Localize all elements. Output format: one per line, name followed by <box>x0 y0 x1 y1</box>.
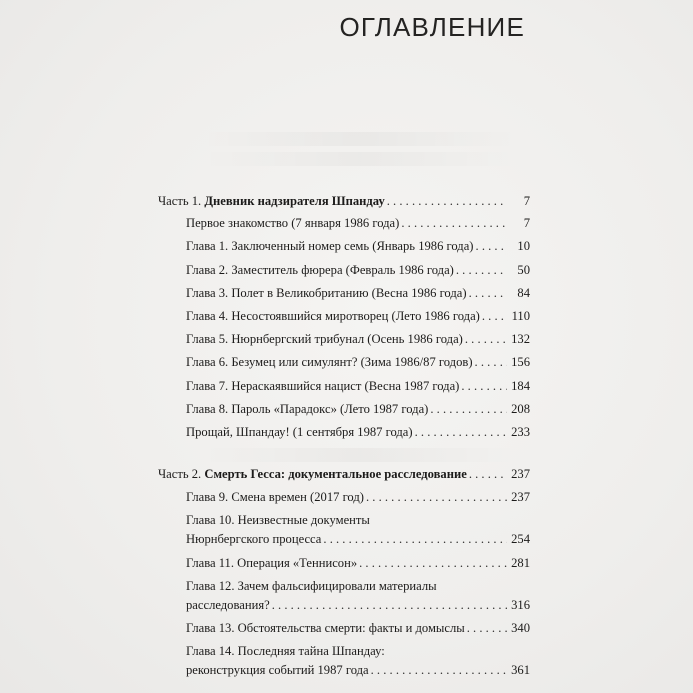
entry-first-line: Глава 14. Последняя тайна Шпандау: <box>186 644 385 658</box>
toc-entry[interactable] <box>186 662 530 678</box>
part-label: Часть 2. Смерть Гесса: документальное расследование <box>158 467 467 481</box>
leader-dots <box>366 489 507 505</box>
entry-label: расследования? <box>186 598 270 612</box>
page-number: 10 <box>517 239 530 253</box>
toc-entry[interactable] <box>186 331 530 347</box>
entry-label: Первое знакомство (7 января 1986 года) <box>186 216 400 230</box>
toc-part-1[interactable] <box>158 193 530 209</box>
part-label: Часть 1. Дневник надзирателя Шпандау <box>158 194 385 208</box>
toc-entry[interactable] <box>186 354 530 370</box>
page-number: 316 <box>511 598 530 612</box>
entry-label: Глава 4. Несостоявшийся миротворец (Лето 1986 года) <box>186 309 480 323</box>
page-number: 184 <box>511 379 530 393</box>
page-number: 110 <box>511 309 530 323</box>
leader-dots <box>476 238 507 254</box>
page-number: 237 <box>511 467 530 481</box>
toc-part-2[interactable] <box>158 466 530 482</box>
entry-label: реконструкция событий 1987 года <box>186 663 369 677</box>
entry-first-line: Глава 10. Неизвестные документы <box>186 513 370 527</box>
page-number: 340 <box>511 621 530 635</box>
page-number: 208 <box>511 402 530 416</box>
leader-dots <box>469 285 507 301</box>
leader-dots <box>456 262 507 278</box>
page-number: 84 <box>517 286 530 300</box>
leader-dots <box>482 308 507 324</box>
leader-dots <box>467 620 507 636</box>
page-number: 281 <box>511 556 530 570</box>
leader-dots <box>475 354 507 370</box>
entry-label: Глава 5. Нюрнбергский трибунал (Осень 1986 года) <box>186 332 463 346</box>
leader-dots <box>461 378 507 394</box>
leader-dots <box>430 401 507 417</box>
page-number: 361 <box>511 663 530 677</box>
toc-entry[interactable] <box>186 597 530 613</box>
leader-dots <box>272 597 507 613</box>
toc-entry[interactable] <box>186 238 530 254</box>
toc-entry[interactable] <box>186 285 530 301</box>
entry-label: Глава 6. Безумец или симулянт? (Зима 1986/87 годов) <box>186 355 473 369</box>
leader-dots <box>323 531 507 547</box>
toc-entry[interactable] <box>186 531 530 547</box>
toc-entry[interactable] <box>186 378 530 394</box>
toc-entry[interactable] <box>186 262 530 278</box>
page-number: 254 <box>511 532 530 546</box>
toc-entry[interactable] <box>186 620 530 636</box>
leader-dots <box>371 662 507 678</box>
entry-label: Глава 11. Операция «Теннисон» <box>186 556 358 570</box>
page-number: 233 <box>511 425 530 439</box>
page-title: ОГЛАВЛЕНИЕ <box>339 12 525 42</box>
entry-label: Нюрнбергского процесса <box>186 532 322 546</box>
toc-entry[interactable] <box>186 401 530 417</box>
entry-label: Глава 8. Пароль «Парадокс» (Лето 1987 года) <box>186 402 429 416</box>
entry-label: Прощай, Шпандау! (1 сентября 1987 года) <box>186 425 413 439</box>
entry-label: Глава 13. Обстоятельства смерти: факты и домыслы <box>186 621 465 635</box>
toc-entry[interactable] <box>186 308 530 324</box>
page-number: 50 <box>517 263 530 277</box>
page-number: 7 <box>523 194 530 208</box>
toc-entry[interactable] <box>186 215 530 231</box>
leader-dots <box>359 555 507 571</box>
toc-entry[interactable] <box>186 424 530 440</box>
entry-label: Глава 7. Нераскаявшийся нацист (Весна 1987 года) <box>186 379 460 393</box>
leader-dots <box>469 466 507 482</box>
page-number: 237 <box>511 490 530 504</box>
entry-first-line: Глава 12. Зачем фальсифицировали материалы <box>186 579 437 593</box>
entry-label: Глава 3. Полет в Великобританию (Весна 1986 года) <box>186 286 467 300</box>
page-number: 7 <box>523 216 530 230</box>
leader-dots <box>387 193 507 209</box>
leader-dots <box>465 331 507 347</box>
leader-dots <box>415 424 507 440</box>
entry-label: Глава 2. Заместитель фюрера (Февраль 1986 года) <box>186 263 454 277</box>
page-number: 156 <box>511 355 530 369</box>
entry-label: Глава 1. Заключенный номер семь (Январь 1986 года) <box>186 239 474 253</box>
entry-label: Глава 9. Смена времен (2017 год) <box>186 490 364 504</box>
page-number: 132 <box>511 332 530 346</box>
leader-dots <box>401 215 507 231</box>
toc-entry[interactable] <box>186 555 530 571</box>
toc-entry[interactable] <box>186 489 530 505</box>
